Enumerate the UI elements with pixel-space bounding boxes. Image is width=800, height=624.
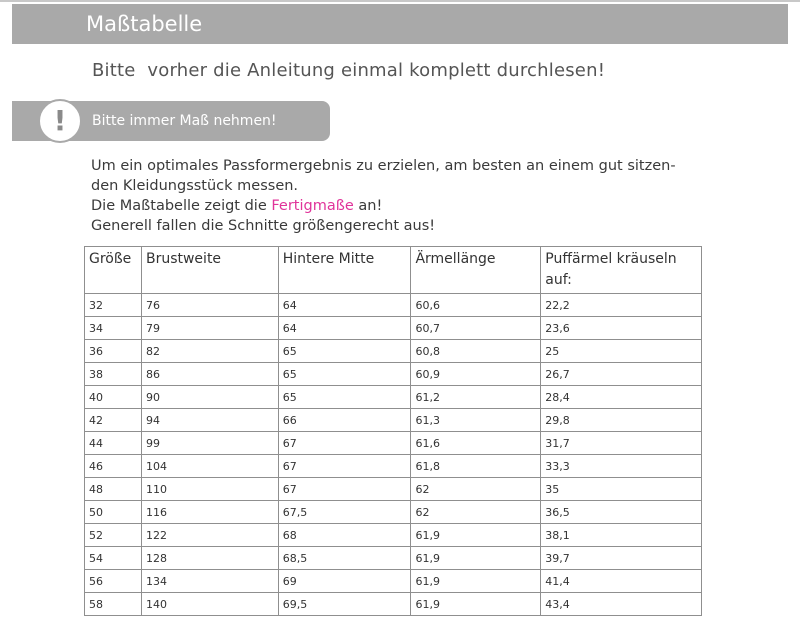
table-row [85, 363, 702, 386]
size-cell: 44 [85, 432, 142, 455]
aermellaenge-cell: 61,9 [411, 524, 541, 547]
hintere-mitte-cell: 64 [278, 294, 411, 317]
table-row [85, 478, 702, 501]
aermellaenge-cell: 61,2 [411, 386, 541, 409]
hintere-mitte-cell: 67 [278, 455, 411, 478]
puffaermel-cell: 41,4 [541, 570, 702, 593]
header-hintere-mitte: Hintere Mitte [278, 247, 411, 294]
aermellaenge-cell: 62 [411, 478, 541, 501]
brustweite-cell: 134 [141, 570, 278, 593]
brustweite-cell: 128 [141, 547, 278, 570]
size-table [84, 246, 702, 616]
puffaermel-cell: 31,7 [541, 432, 702, 455]
table-header-row [85, 247, 702, 294]
puffaermel-cell: 29,8 [541, 409, 702, 432]
aermellaenge-cell: 61,9 [411, 547, 541, 570]
hintere-mitte-cell: 65 [278, 363, 411, 386]
table-row [85, 317, 702, 340]
puffaermel-cell: 35 [541, 478, 702, 501]
brustweite-cell: 86 [141, 363, 278, 386]
table-row [85, 501, 702, 524]
brustweite-cell: 122 [141, 524, 278, 547]
hintere-mitte-cell: 64 [278, 317, 411, 340]
aermellaenge-cell: 61,9 [411, 593, 541, 616]
exclamation-icon: ! [38, 99, 82, 143]
hintere-mitte-cell: 67 [278, 432, 411, 455]
table-row [85, 340, 702, 363]
table-row [85, 432, 702, 455]
aermellaenge-cell: 60,8 [411, 340, 541, 363]
intro-line-2: den Kleidungsstück messen. [91, 178, 299, 194]
table-row [85, 570, 702, 593]
brustweite-cell: 99 [141, 432, 278, 455]
intro-line-3-suffix: an! [353, 198, 383, 214]
aermellaenge-cell: 62 [411, 501, 541, 524]
table-row [85, 409, 702, 432]
puffaermel-cell: 38,1 [541, 524, 702, 547]
brustweite-cell: 79 [141, 317, 278, 340]
size-cell: 48 [85, 478, 142, 501]
header-aermellaenge: Ärmellänge [411, 247, 541, 294]
hintere-mitte-cell: 69,5 [278, 593, 411, 616]
size-cell: 50 [85, 501, 142, 524]
brustweite-cell: 94 [141, 409, 278, 432]
size-cell: 38 [85, 363, 142, 386]
size-cell: 56 [85, 570, 142, 593]
brustweite-cell: 116 [141, 501, 278, 524]
aermellaenge-cell: 60,9 [411, 363, 541, 386]
size-cell: 58 [85, 593, 142, 616]
size-cell: 34 [85, 317, 142, 340]
hintere-mitte-cell: 67,5 [278, 501, 411, 524]
aermellaenge-cell: 61,3 [411, 409, 541, 432]
size-cell: 36 [85, 340, 142, 363]
puffaermel-cell: 33,3 [541, 455, 702, 478]
table-row [85, 524, 702, 547]
puffaermel-cell: 39,7 [541, 547, 702, 570]
hintere-mitte-cell: 65 [278, 340, 411, 363]
hintere-mitte-cell: 67 [278, 478, 411, 501]
aermellaenge-cell: 60,7 [411, 317, 541, 340]
brustweite-cell: 76 [141, 294, 278, 317]
header-brustweite: Brustweite [141, 247, 278, 294]
size-cell: 40 [85, 386, 142, 409]
brustweite-cell: 104 [141, 455, 278, 478]
puffaermel-cell: 28,4 [541, 386, 702, 409]
table-row [85, 547, 702, 570]
puffaermel-cell: 43,4 [541, 593, 702, 616]
size-cell: 32 [85, 294, 142, 317]
size-cell: 46 [85, 455, 142, 478]
intro-line-3-prefix: Die Maßtabelle zeigt die [91, 198, 272, 214]
title-bar [12, 4, 788, 44]
brustweite-cell: 82 [141, 340, 278, 363]
puffaermel-cell: 23,6 [541, 317, 702, 340]
puffaermel-cell: 25 [541, 340, 702, 363]
puffaermel-cell: 22,2 [541, 294, 702, 317]
top-divider [0, 0, 800, 2]
size-cell: 52 [85, 524, 142, 547]
brustweite-cell: 90 [141, 386, 278, 409]
header-groesse: Größe [85, 247, 142, 294]
hintere-mitte-cell: 66 [278, 409, 411, 432]
table-body [85, 294, 702, 616]
highlight-fertigmasse: Fertigmaße [271, 198, 354, 214]
hintere-mitte-cell: 65 [278, 386, 411, 409]
size-cell: 54 [85, 547, 142, 570]
brustweite-cell: 140 [141, 593, 278, 616]
intro-text [91, 156, 711, 236]
hintere-mitte-cell: 68,5 [278, 547, 411, 570]
subtitle: Bitte vorher die Anleitung einmal komplett durchlesen! [92, 60, 606, 81]
aermellaenge-cell: 61,9 [411, 570, 541, 593]
table-row [85, 455, 702, 478]
hintere-mitte-cell: 68 [278, 524, 411, 547]
intro-line-3 [91, 196, 711, 216]
header-puffaermel: Puffärmel kräuseln auf: [541, 247, 702, 294]
notice-text: Bitte immer Maß nehmen! [92, 113, 277, 129]
hintere-mitte-cell: 69 [278, 570, 411, 593]
table-row [85, 593, 702, 616]
aermellaenge-cell: 61,8 [411, 455, 541, 478]
table-row [85, 294, 702, 317]
aermellaenge-cell: 60,6 [411, 294, 541, 317]
size-cell: 42 [85, 409, 142, 432]
intro-line-4: Generell fallen die Schnitte größengerecht aus! [91, 218, 436, 234]
table-row [85, 386, 702, 409]
page-title: Maßtabelle [86, 12, 203, 36]
puffaermel-cell: 26,7 [541, 363, 702, 386]
intro-line-1: Um ein optimales Passformergebnis zu erzielen, am besten an einem gut sitzen- [91, 158, 676, 174]
aermellaenge-cell: 61,6 [411, 432, 541, 455]
puffaermel-cell: 36,5 [541, 501, 702, 524]
brustweite-cell: 110 [141, 478, 278, 501]
